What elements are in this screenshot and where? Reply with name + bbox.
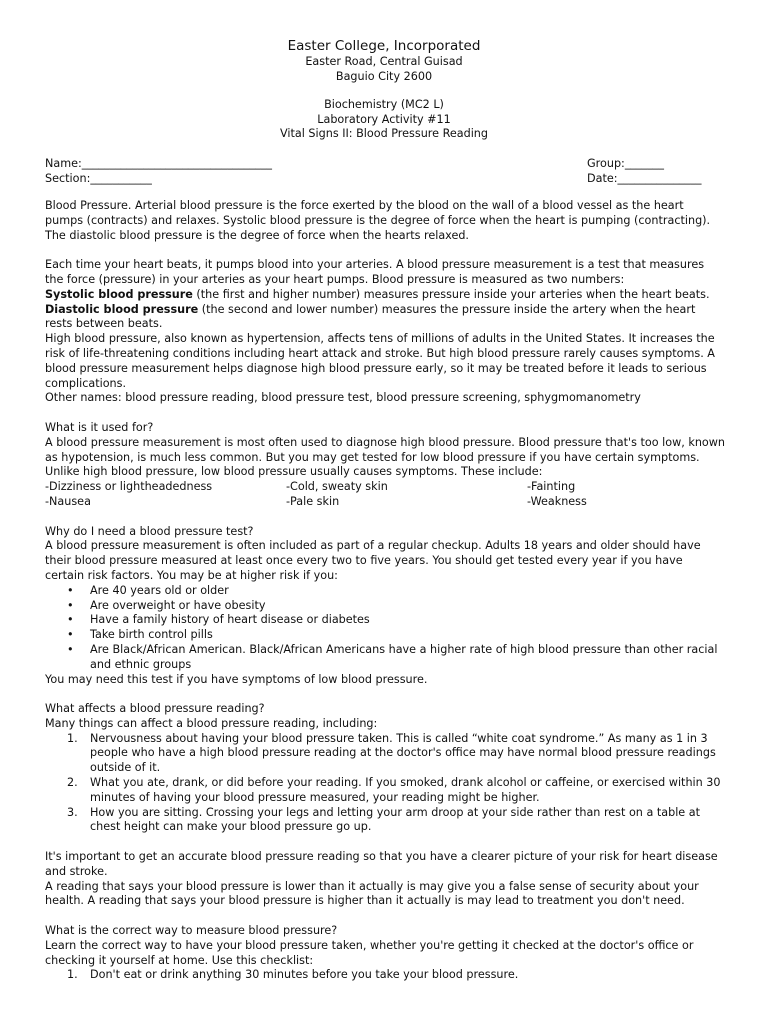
- list-item: [45, 806, 725, 836]
- college-address-line-1: Easter Road, Central Guisad: [305, 55, 463, 68]
- list-item: • Have a family history of heart disease or diabetes: [45, 613, 725, 628]
- list-item: • Are overweight or have obesity: [45, 599, 725, 614]
- item-text: What you ate, drank, or did before your reading. If you smoked, drank alcohol or caffeine, or exercised within 30 minutes of having your blood pressure measured, your reading might be higher.: [90, 776, 721, 804]
- course-name: Biochemistry (MC2 L): [324, 98, 444, 111]
- name-field: Name:__________________________________: [45, 157, 272, 170]
- other-names: Other names: blood pressure reading, blood pressure test, blood pressure screening, sphygmomanometry: [45, 391, 641, 405]
- symptom-item: -Nausea: [45, 494, 91, 508]
- list-item: [45, 732, 725, 776]
- symptom-row: [45, 495, 725, 510]
- affects-list: [45, 732, 725, 836]
- used-for-text: A blood pressure measurement is most often used to diagnose high blood pressure. Blood pressure that's too low, known as hypotension, is much less common. But you may get tested for low blood pressure if you have certain symptoms. Unlike high blood pressure, low blood pressure usually causes symptoms. These include:: [45, 435, 726, 479]
- item-number: 2.: [67, 776, 78, 790]
- section-field: Section:___________: [45, 172, 152, 185]
- checklist: [45, 968, 725, 983]
- systolic-description: (the first and higher number) measures pressure inside your arteries when the heart beats.: [192, 287, 710, 301]
- activity-number: Laboratory Activity #11: [317, 112, 451, 126]
- diastolic-definition: [45, 303, 725, 333]
- item-text: How you are sitting. Crossing your legs and letting your arm droop at your side rather than rest on a table at chest height can make your blood pressure go up.: [90, 805, 700, 834]
- systolic-definition: [45, 288, 725, 303]
- symptom-item: -Pale skin: [286, 494, 340, 508]
- intro-paragraph-2: Each time your heart beats, it pumps blood into your arteries. A blood pressure measurement is a test that measures the force (pressure) in your arteries as your heart pumps. Blood pressure is measured as two numbers:: [45, 258, 705, 286]
- affects-heading: What affects a blood pressure reading?: [45, 702, 265, 716]
- symptom-item: -Cold, sweaty skin: [286, 480, 388, 494]
- item-text: Nervousness about having your blood pressure taken. This is called “white coat syndrome.” As many as 1 in 3 people who have a high blood pressure reading at the doctor's office may have normal blood pressure readings outside of it.: [90, 731, 716, 775]
- symptom-item: -Dizziness or lightheadedness: [45, 480, 213, 494]
- correct-way-heading: What is the correct way to measure blood pressure?: [45, 924, 338, 938]
- accuracy-paragraph-2: A reading that says your blood pressure is lower than it actually is may give you a false sense of security about your health. A reading that says your blood pressure is higher than it actually is may lead to treatment you don't need.: [45, 879, 699, 908]
- intro-paragraph-1: Blood Pressure. Arterial blood pressure is the force exerted by the blood on the wall of a blood vessel as the heart pumps (contracts) and relaxes. Systolic blood pressure is the degree of force when the heart is pumping (contracting). The diastolic blood pressure is the degree of force when the hearts relaxed.: [45, 199, 711, 242]
- intro-paragraph-3: High blood pressure, also known as hypertension, affects tens of millions of adults in the United States. It increases the risk of life-threatening conditions including heart attack and stroke. But high blood pressure rarely causes symptoms. A blood pressure measurement helps diagnose high blood pressure early, so it may be treated before it leads to serious complications.: [45, 332, 715, 390]
- need-test-text: A blood pressure measurement is often included as part of a regular checkup. Adults 18 years and older should have their blood pressure measured at least once every two to five years. You should get tested every year if you have certain risk factors. You may be at higher risk if you:: [45, 539, 701, 582]
- document-header: [0, 38, 768, 142]
- list-item: • Take birth control pills: [45, 628, 725, 643]
- list-item: • Are Black/African American. Black/African Americans have a higher rate of high blood pressure than other racial and ethnic groups: [45, 643, 725, 673]
- diastolic-description: (the second and lower number) measures the pressure inside the artery when the heart rests between beats.: [45, 302, 696, 331]
- item-number: 1.: [67, 968, 78, 982]
- activity-title: Vital Signs II: Blood Pressure Reading: [280, 127, 488, 140]
- symptom-row: [45, 480, 725, 495]
- correct-way-text: Learn the correct way to have your blood pressure taken, whether you're getting it checked at the doctor's office or checking it yourself at home. Use this checklist:: [45, 938, 694, 967]
- symptom-item: -Fainting: [527, 480, 576, 494]
- systolic-term: Systolic blood pressure: [45, 287, 193, 301]
- item-text: Don't eat or drink anything 30 minutes before you take your blood pressure.: [90, 968, 519, 982]
- list-item: [45, 968, 725, 983]
- affects-intro: Many things can affect a blood pressure reading, including:: [45, 716, 378, 730]
- group-field: Group:_______: [587, 157, 664, 170]
- item-number: 3.: [67, 805, 78, 819]
- used-for-heading: What is it used for?: [45, 420, 154, 434]
- list-item: [45, 776, 725, 806]
- symptom-item: -Weakness: [527, 494, 587, 508]
- list-item: • Are 40 years old or older: [45, 584, 725, 599]
- need-test-after: You may need this test if you have symptoms of low blood pressure.: [45, 672, 428, 686]
- college-name: Easter College, Incorporated: [287, 38, 481, 54]
- need-test-heading: Why do I need a blood pressure test?: [45, 524, 254, 538]
- risk-factor-list: [45, 584, 725, 673]
- student-fields: [45, 156, 725, 186]
- item-number: 1.: [67, 731, 78, 745]
- college-address-line-2: Baguio City 2600: [335, 69, 433, 83]
- date-field: Date:_______________: [587, 172, 702, 185]
- diastolic-term: Diastolic blood pressure: [45, 302, 199, 316]
- document-body: [45, 199, 725, 983]
- accuracy-paragraph-1: It's important to get an accurate blood pressure reading so that you have a clearer picture of your risk for heart disease and stroke.: [45, 850, 718, 878]
